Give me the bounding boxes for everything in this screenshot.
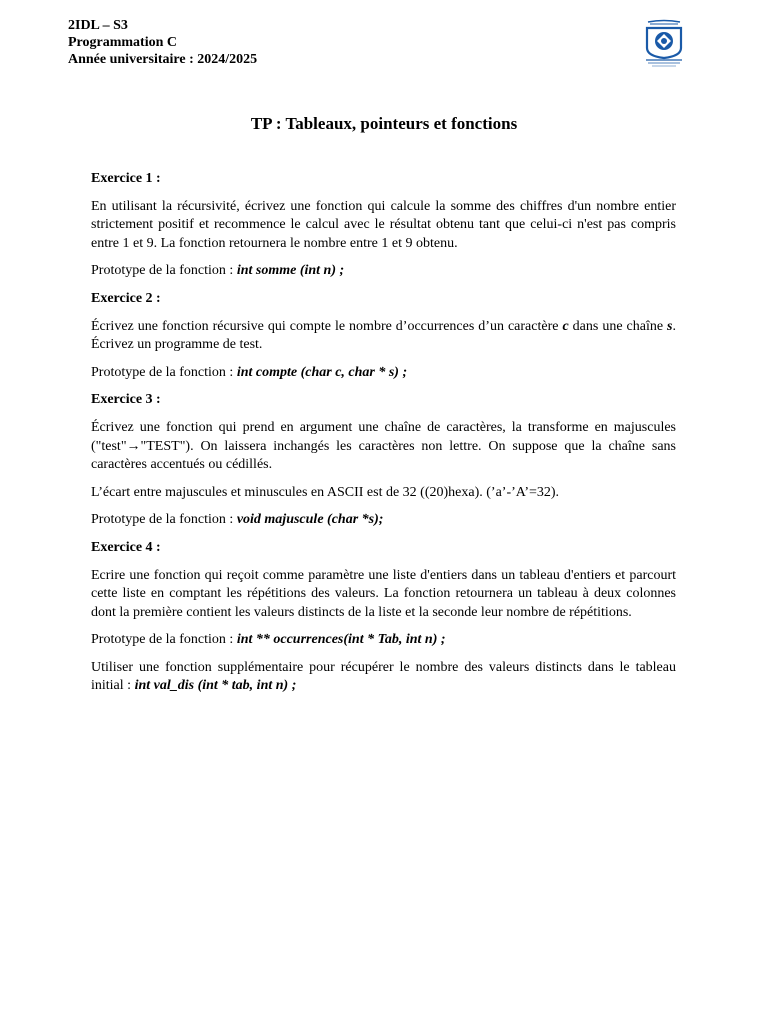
exercise-4-text: Ecrire une fonction qui reçoit comme paramètre une liste d'entiers dans un tableau d'entiers et parcourt cette liste en comptant les répétitions des valeurs. La fonction retournera un tableau à deux colonnes dont la première contient les valeurs distincts de la liste et la seconde leur nombre de répétitions. (91, 567, 676, 620)
exercise-2-heading: Exercice 2 : (91, 290, 161, 306)
exercise-2-text-part: Écrivez une fonction récursive qui compte le nombre d’occurrences d’un caractère (91, 318, 563, 334)
prototype-code: int compte (char c, char * s) ; (236, 364, 408, 380)
university-logo (640, 18, 688, 70)
prototype-label: Prototype de la fonction : (91, 263, 237, 279)
document-header (68, 17, 257, 68)
prototype-code: void majuscule (char *s); (236, 512, 384, 528)
prototype-code: int ** occurrences(int * Tab, int n) ; (236, 632, 446, 648)
header-course: Programmation C (68, 35, 177, 50)
header-class: 2IDL – S3 (68, 18, 128, 33)
exercise-1-prototype (91, 262, 676, 281)
extra-text: Utiliser une fonction supplémentaire pour récupérer le nombre des valeurs distincts dans le tableau initial : (91, 659, 676, 694)
exercise-3-heading: Exercice 3 : (91, 392, 161, 408)
document-body (91, 170, 676, 705)
exercise-2-text-part: . Écrivez un programme de test. (91, 318, 676, 353)
exercise-1-heading: Exercice 1 : (91, 171, 161, 186)
exercise-3-ascii-note: L’écart entre majuscules et minuscules en ASCII est de 32 ((20)hexa). (’a’-’A’=32). (91, 484, 560, 500)
header-year: Année universitaire : 2024/2025 (68, 52, 258, 67)
extra-code: int val_dis (int * tab, int n) ; (134, 678, 297, 694)
prototype-label: Prototype de la fonction : (91, 512, 237, 528)
exercise-4-prototype (91, 631, 676, 650)
variable-c: c (562, 318, 569, 334)
exercise-3-prototype (91, 511, 676, 530)
exercise-2-text (91, 318, 676, 355)
exercise-4-heading: Exercice 4 : (91, 539, 161, 555)
prototype-code: int somme (int n) ; (236, 263, 345, 279)
variable-s: s (667, 318, 673, 334)
prototype-label: Prototype de la fonction : (91, 364, 237, 380)
exercise-1-text: En utilisant la récursivité, écrivez une fonction qui calcule la somme des chiffres d'un nombre entier strictement positif et recommence le calcul avec le résultat obtenu tant que celui-ci n'est pas compris entre 1 et 9. La fonction retournera le nombre entre 1 et 9 obtenu. (91, 198, 676, 251)
exercise-2-prototype (91, 364, 676, 383)
exercise-2-text-part: dans une chaîne (568, 318, 668, 334)
document-title: TP : Tableaux, pointeurs et fonctions (250, 114, 518, 133)
exercise-3-text: Écrivez une fonction qui prend en argument une chaîne de caractères, la transforme en majuscules ("test"→"TEST"). On laissera inchangés les caractères non lettre. On suppose que la chaîne sans caractères accentués ou cédillés. (91, 419, 676, 473)
prototype-label: Prototype de la fonction : (91, 632, 237, 648)
exercise-4-extra (91, 659, 676, 696)
